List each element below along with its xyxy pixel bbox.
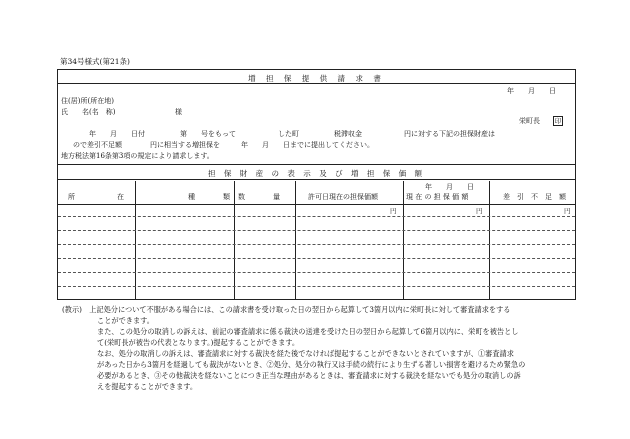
col-header-current-date: 年 月 日	[425, 183, 474, 191]
table-row	[58, 272, 575, 273]
table-row	[58, 258, 575, 259]
notes-p3b: があった日から3箇月を経過しても裁決がないとき、②処分、処分の執行又は手続の続行により生ずる著しい損害を避けるため緊急の	[97, 360, 526, 369]
col-sep-4	[403, 181, 404, 299]
title-divider	[58, 83, 575, 84]
name-label: 氏 名(名 称)	[61, 108, 116, 116]
yen-unit-appraisal: 円	[390, 207, 397, 215]
col-header-appraisal: 許可日現在の担保価額	[308, 193, 378, 201]
form-number: 第34号様式(第21条)	[60, 57, 130, 66]
table-row	[58, 216, 575, 217]
notes-p2b: て(栄町長が被告の代表となります。)提起することができます。	[97, 338, 300, 347]
header-divider	[58, 204, 575, 205]
honorific: 様	[175, 108, 182, 116]
notes-p1: 上記処分について不服がある場合には、この請求書を受け取った日の翌日から起算して3箇月以内に栄町長に対して審査請求をする	[89, 305, 511, 314]
col-header-location: 所 在	[68, 193, 124, 201]
form-title: 増 担 保 提 供 請 求 書	[248, 74, 385, 83]
col-header-current-value: 現 在 の 担 保 価 額	[406, 193, 469, 201]
table-title-divider	[58, 179, 575, 180]
col-sep-1	[135, 181, 136, 299]
col-header-shortfall: 差 引 不 足 額	[503, 193, 566, 201]
date-line: 年 月 日	[507, 87, 556, 95]
body-line-2: ので差引不足額 円に相当する増担保を 年 月 日までに提出してください。	[73, 141, 374, 149]
notes-p2: また、この処分の取消しの訴えは、前記の審査請求に係る裁決の送達を受けた日の翌日から起算して6箇月以内に、栄町を被告とし	[97, 327, 519, 336]
col-header-type: 種 類	[188, 193, 230, 201]
notes-p3c: 必要があるとき、③その他裁決を経ないことにつき正当な理由があるときは、審査請求に対する裁決を経ないでも処分の取消しの訴	[97, 371, 521, 380]
address-label: 住(居)所(所在地)	[61, 97, 114, 105]
section-divider	[58, 164, 575, 165]
issuer-label: 栄町長	[519, 117, 540, 125]
col-sep-2	[234, 181, 235, 299]
body-line-1: 年 月 日付 第 号をもって した町 税滞収金 円に対する下記の担保財産は	[89, 130, 495, 138]
notes-p3: なお、処分の取消しの訴えは、審査請求に対する裁決を経た後でなければ提起することができないとされていますが、①審査請求	[97, 349, 514, 358]
col-header-quantity: 数 量	[238, 193, 280, 201]
table-row	[58, 230, 575, 231]
seal-mark: 印	[554, 117, 562, 125]
table-row	[58, 286, 575, 287]
yen-unit-current: 円	[476, 207, 483, 215]
body-line-3: 地方税法第16条第3項の規定により請求します。	[61, 152, 214, 160]
notes-p1b: ことができます。	[97, 316, 154, 325]
notes-p3d: えを提起することができます。	[97, 382, 198, 391]
col-sep-3	[295, 181, 296, 299]
table-row	[58, 244, 575, 245]
request-form	[57, 69, 576, 300]
table-title: 担 保 財 産 の 表 示 及 び 増 担 保 価 額	[208, 169, 425, 178]
col-sep-5	[489, 181, 490, 299]
notes-label: (教示)	[62, 305, 82, 314]
yen-unit-shortfall: 円	[564, 207, 571, 215]
instruction-notes	[62, 304, 577, 392]
